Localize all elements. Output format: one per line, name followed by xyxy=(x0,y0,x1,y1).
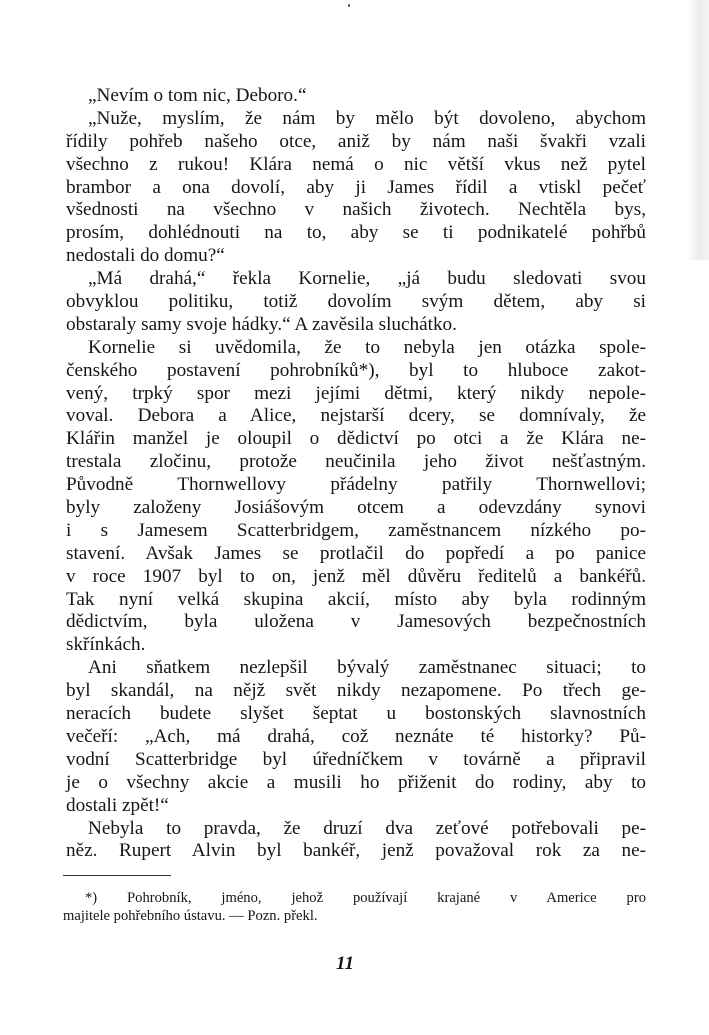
text-line: vený, trpký spor mezi jejími dětmi, který nikdy nepole- xyxy=(66,382,646,404)
text-line: byl skandál, na nějž svět nikdy nezapomene. Po třech ge- xyxy=(66,680,646,702)
text-line: prosím, dohlédnouti na to, aby se ti podnikatelé pohřbů xyxy=(66,222,646,244)
text-line: všednosti na všechno v našich životech. Nechtěla bys, xyxy=(66,199,646,221)
text-line: Ani sňatkem nezlepšil bývalý zaměstnanec situaci; to xyxy=(88,657,646,679)
text-line: neracích budete slyšet šeptat u bostonských slavnostních xyxy=(66,703,646,725)
text-line: byly založeny Josiášovým otcem a odevzdány synovi xyxy=(66,497,646,519)
text-line: všechno z rukou! Klára nemá o nic větší vkus než pytel xyxy=(66,153,646,175)
text-line: „Má drahá,“ řekla Kornelie, „já budu sledovati svou xyxy=(88,268,646,290)
text-line: „Nevím o tom nic, Deboro.“ xyxy=(88,85,307,106)
footnote-line: majitele pohřebního ústavu. — Pozn. překl. xyxy=(63,908,318,924)
page-number: 11 xyxy=(336,953,354,974)
text-line: vodní Scatterbridge byl úředníčkem v továrně a připravil xyxy=(66,748,646,770)
scan-speck xyxy=(348,4,350,7)
text-line: dostali zpět!“ xyxy=(66,794,169,816)
text-line: Tak nyní velká skupina akcií, místo aby byla rodinným xyxy=(66,588,646,610)
text-line: Kornelie si uvědomila, že to nebyla jen otázka spole- xyxy=(88,336,646,358)
text-line: v roce 1907 byl to on, jenž měl důvěru ředitelů a bankéřů. xyxy=(66,565,646,587)
text-line: trestala zločinu, protože neučinila jeho život nešťastným. xyxy=(66,451,646,473)
text-line: nedostali do domu?“ xyxy=(66,245,225,267)
footnote xyxy=(63,889,646,925)
text-line: večeří: „Ach, má drahá, což neznáte té historky? Pů- xyxy=(66,725,646,747)
text-line: dědictvím, byla uložena v Jamesových bezpečnostních xyxy=(66,611,646,633)
text-line: „Nuže, myslím, že nám by mělo být dovoleno, abychom xyxy=(88,107,646,129)
page-edge-shadow xyxy=(687,0,709,260)
text-line: je o všechny akcie a musili ho přiženit do rodiny, aby to xyxy=(66,771,646,793)
text-line: obstaraly samy svoje hádky.“ A zavěsila sluchátko. xyxy=(66,313,457,335)
text-line: i s Jamesem Scatterbridgem, zaměstnancem nízkého po- xyxy=(66,519,646,541)
text-line: skřínkách. xyxy=(66,634,146,656)
text-line: řídily pohřeb našeho otce, aniž by nám naši švakři vzali xyxy=(66,130,646,152)
text-line: Původně Thornwellovy přádelny patřily Thornwellovi; xyxy=(66,474,646,496)
text-line: obvyklou politiku, totiž dovolím svým dětem, aby si xyxy=(66,291,646,313)
footnote-rule xyxy=(63,875,171,876)
body-text xyxy=(66,85,646,863)
text-line: Klářin manžel je oloupil o dědictví po otci a že Klára ne- xyxy=(66,428,646,450)
text-line: čenského postavení pohrobníků*), byl to hluboce zakot- xyxy=(66,359,646,381)
text-line: voval. Debora a Alice, nejstarší dcery, se domnívaly, že xyxy=(66,405,646,427)
text-line: brambor a ona dovolí, aby ji James řídil a vtiskl pečeť xyxy=(66,176,646,198)
footnote-line: *) Pohrobník, jméno, jehož používají krajané v Americe pro xyxy=(85,890,646,906)
text-line: Nebyla to pravda, že druzí dva zeťové potřebovali pe- xyxy=(88,817,646,839)
text-line: stavení. Avšak James se protlačil do popředí a po panice xyxy=(66,542,646,564)
text-line: něz. Rupert Alvin byl bankéř, jenž považoval rok za ne- xyxy=(66,840,646,862)
